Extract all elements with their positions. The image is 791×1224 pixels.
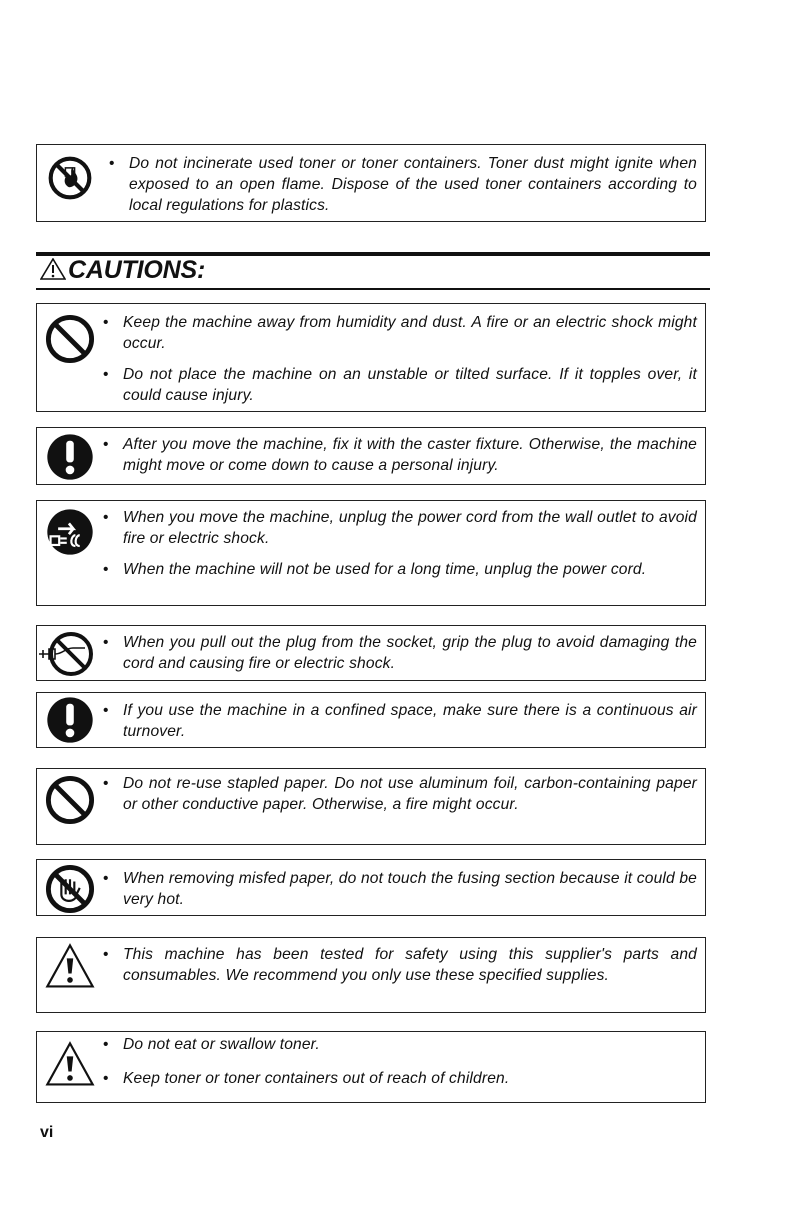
list-item: • After you move the machine, fix it with the caster fixture. Otherwise, the machine might move or come down to cause a personal injury. xyxy=(103,436,697,474)
caution-box-paper xyxy=(36,768,706,845)
list-item: • If you use the machine in a confined space, make sure there is a continuous air turnover. xyxy=(103,702,697,740)
caution-triangle-icon xyxy=(43,1038,97,1092)
list-item: • When the machine will not be used for a long time, unplug the power cord. xyxy=(103,561,647,578)
list-item: • Do not re-use stapled paper. Do not use aluminum foil, carbon-containing paper or other conductive paper. Otherwise, a fire might occur. xyxy=(103,775,697,813)
list-item: • This machine has been tested for safety using this supplier's parts and consumables. We recommend you only use these specified supplies. xyxy=(103,946,697,984)
list-item: • Keep the machine away from humidity and dust. A fire or an electric shock might occur. xyxy=(103,314,697,352)
heading-rule-thin xyxy=(36,288,710,290)
mandatory-action-icon xyxy=(43,693,97,747)
caution-box-toner xyxy=(36,1031,706,1103)
caution-triangle-icon xyxy=(40,258,66,287)
list-item: • Do not place the machine on an unstable or tilted surface. If it topples over, it could cause injury. xyxy=(103,366,697,404)
list-item: • Keep toner or toner containers out of reach of children. xyxy=(103,1070,510,1087)
no-touch-icon xyxy=(43,862,97,916)
caution-box-humidity xyxy=(36,303,706,412)
no-fire-warning-box xyxy=(36,144,706,222)
caution-box-air xyxy=(36,692,706,748)
unplug-icon xyxy=(43,505,97,559)
cautions-heading: CAUTIONS: xyxy=(40,256,205,287)
no-pull-cord-icon xyxy=(37,627,99,681)
mandatory-action-icon xyxy=(43,430,97,484)
caution-box-supplies xyxy=(36,937,706,1013)
caution-box-caster xyxy=(36,427,706,485)
caution-box-fusing xyxy=(36,859,706,916)
page-number: vi xyxy=(40,1124,54,1141)
list-item: • Do not eat or swallow toner. xyxy=(103,1036,320,1053)
list-item: • When removing misfed paper, do not touch the fusing section because it could be very hot. xyxy=(103,870,697,908)
list-item: • When you move the machine, unplug the power cord from the wall outlet to avoid fire or electric shock. xyxy=(103,509,697,547)
caution-box-plug xyxy=(36,625,706,681)
caution-triangle-icon xyxy=(43,940,97,994)
caution-box-unplug xyxy=(36,500,706,606)
list-item: • When you pull out the plug from the socket, grip the plug to avoid damaging the cord and causing fire or electric shock. xyxy=(103,634,697,672)
no-fire-icon xyxy=(47,155,93,201)
prohibition-icon xyxy=(43,312,97,366)
prohibition-icon xyxy=(43,773,97,827)
list-item: • Do not incinerate used toner or toner containers. Toner dust might ignite when exposed to an open flame. Dispose of the used toner containers according to local regulations for plastics. xyxy=(109,155,697,214)
